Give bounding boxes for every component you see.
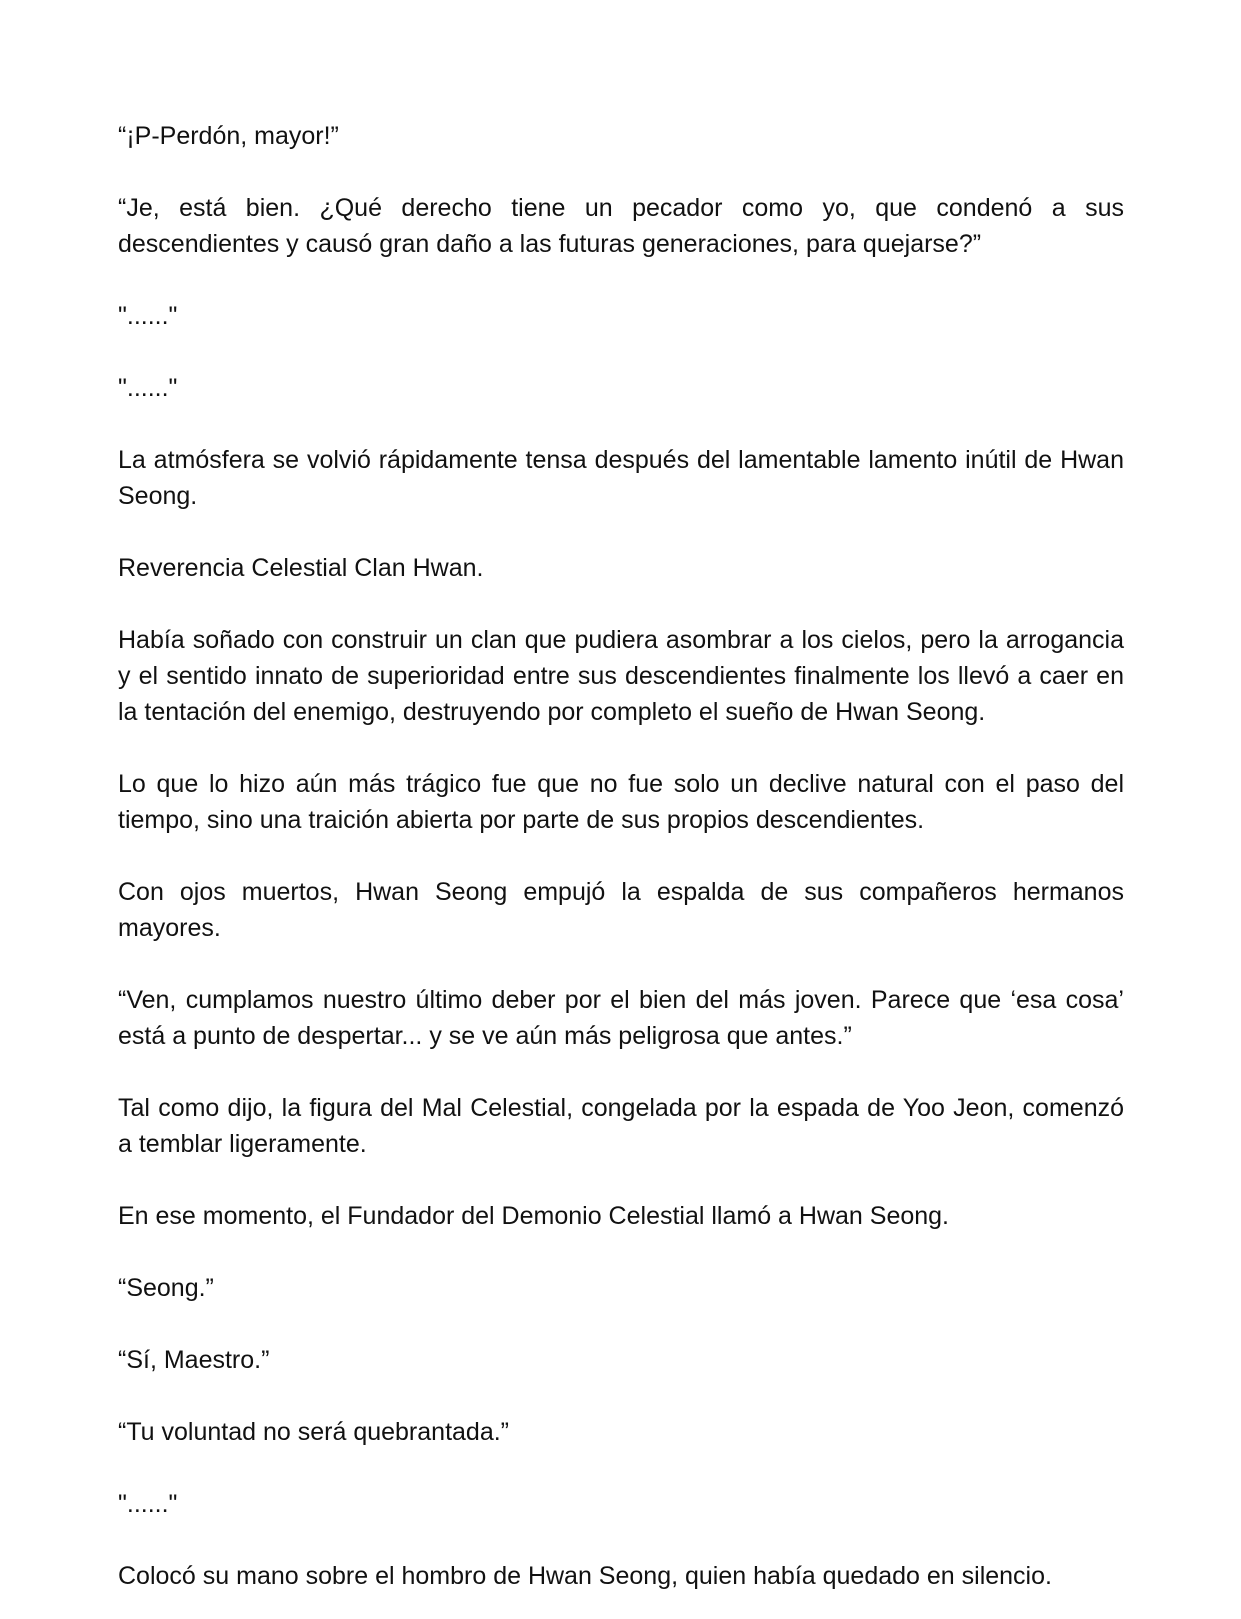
paragraph: Con ojos muertos, Hwan Seong empujó la espalda de sus compañeros hermanos mayores. — [118, 878, 1124, 942]
paragraph: "......" — [118, 374, 178, 402]
paragraph: Reverencia Celestial Clan Hwan. — [118, 554, 484, 582]
paragraph: "......" — [118, 1490, 178, 1518]
paragraph: “Sí, Maestro.” — [118, 1346, 270, 1374]
paragraph: Lo que lo hizo aún más trágico fue que no fue solo un declive natural con el paso del tiempo, sino una traición abierta por parte de sus propios descendientes. — [118, 770, 1124, 834]
paragraph: "......" — [118, 302, 178, 330]
document-body — [118, 118, 1124, 1594]
paragraph: “Je, está bien. ¿Qué derecho tiene un pecador como yo, que condenó a sus descendientes y causó gran daño a las futuras generaciones, para quejarse?” — [118, 194, 1124, 258]
paragraph: En ese momento, el Fundador del Demonio Celestial llamó a Hwan Seong. — [118, 1202, 950, 1230]
paragraph: “¡P-Perdón, mayor!” — [118, 122, 339, 150]
paragraph: Colocó su mano sobre el hombro de Hwan Seong, quien había quedado en silencio. — [118, 1562, 1052, 1590]
paragraph: La atmósfera se volvió rápidamente tensa después del lamentable lamento inútil de Hwan Seong. — [118, 446, 1124, 510]
paragraph: Había soñado con construir un clan que pudiera asombrar a los cielos, pero la arrogancia y el sentido innato de superioridad entre sus descendientes finalmente los llevó a caer en la tentación del enemigo, destruyendo por completo el sueño de Hwan Seong. — [118, 626, 1124, 726]
paragraph: “Ven, cumplamos nuestro último deber por el bien del más joven. Parece que ‘esa cosa’ está a punto de despertar... y se ve aún más peligrosa que antes.” — [118, 986, 1124, 1050]
paragraph: “Tu voluntad no será quebrantada.” — [118, 1418, 509, 1446]
paragraph: Tal como dijo, la figura del Mal Celestial, congelada por la espada de Yoo Jeon, comenzó a temblar ligeramente. — [118, 1094, 1124, 1158]
paragraph: “Seong.” — [118, 1274, 214, 1302]
